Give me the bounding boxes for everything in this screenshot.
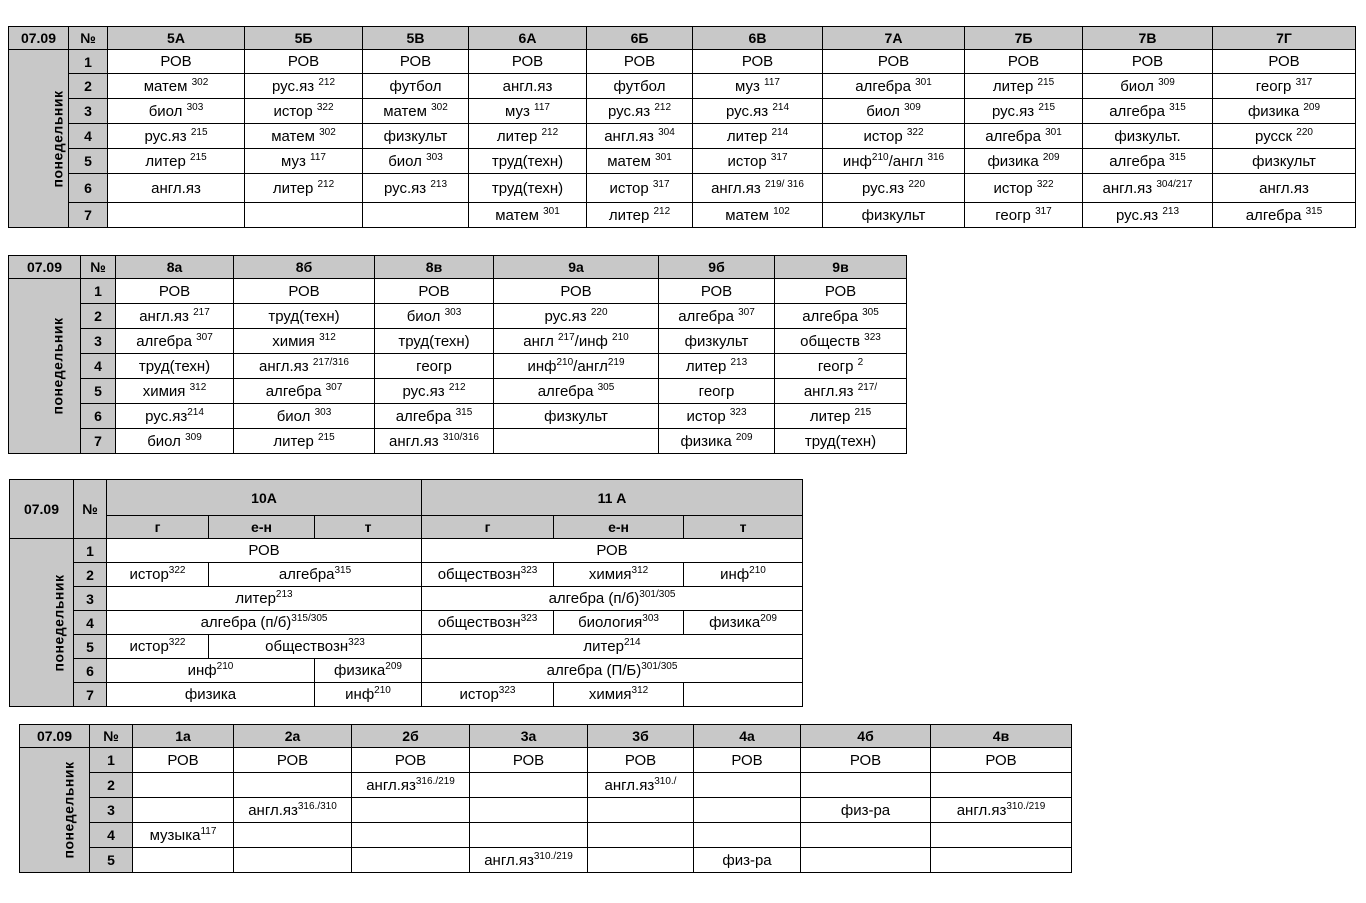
lesson-number: 6 (81, 404, 116, 429)
lesson-cell: алгебра $^{307}$ (116, 329, 234, 354)
lesson-cell: алгебра $^{307}$ (659, 304, 775, 329)
lesson-cell: алгебра $^{305}$ (775, 304, 907, 329)
lesson-cell: физ-ра (801, 798, 931, 823)
lesson-cell: физика$^{209}$ (684, 611, 803, 635)
lesson-cell (108, 203, 245, 228)
lesson-cell (694, 798, 801, 823)
lesson-cell: РОВ (352, 748, 470, 773)
lesson-cell: алгебра $^{315}$ (1083, 99, 1213, 124)
class-header: 7В (1083, 27, 1213, 50)
lesson-cell (234, 773, 352, 798)
lesson-number: 6 (74, 659, 107, 683)
lesson-cell: алгебра $^{315}$ (375, 404, 494, 429)
date-header: 07.09 (9, 27, 69, 50)
lesson-number: 4 (69, 124, 108, 149)
lesson-cell: англ.яз $^{310/316}$ (375, 429, 494, 454)
lesson-cell (352, 823, 470, 848)
lesson-number: 2 (81, 304, 116, 329)
lesson-number: 4 (90, 823, 133, 848)
lesson-cell: литер $^{213}$ (659, 354, 775, 379)
number-header: № (74, 480, 107, 539)
lesson-cell: $англ.яз^{316./219}$ (352, 773, 470, 798)
lesson-number: 6 (69, 174, 108, 203)
class-header: 7Г (1213, 27, 1356, 50)
class-header: 9б (659, 256, 775, 279)
class-header: 8а (116, 256, 234, 279)
lesson-cell (931, 823, 1072, 848)
lesson-cell: геогр $^{317}$ (1213, 74, 1356, 99)
lesson-cell: англ.яз $^{217/}$ (775, 379, 907, 404)
lesson-cell (588, 823, 694, 848)
lesson-number: 2 (74, 563, 107, 587)
lesson-cell: матем $^{301}$ (587, 149, 693, 174)
lesson-cell: рус.яз $^{215}$ (965, 99, 1083, 124)
lesson-cell (684, 683, 803, 707)
lesson-cell: физкульт (494, 404, 659, 429)
lesson-number: 5 (90, 848, 133, 873)
lesson-cell: РОВ (133, 748, 234, 773)
profile-header: г (107, 516, 209, 539)
schedule-table-grades-5-7 (8, 26, 1356, 228)
lesson-cell: англ.яз $^{304/217}$ (1083, 174, 1213, 203)
class-header: 3а (470, 725, 588, 748)
lesson-cell: англ.яз $^{217/316}$ (234, 354, 375, 379)
lesson-cell: англ.яз $^{217}$ (116, 304, 234, 329)
number-header: № (81, 256, 116, 279)
lesson-cell: РОВ (587, 50, 693, 74)
lesson-cell: РОВ (588, 748, 694, 773)
lesson-cell: $англ.яз^{310./219}$ (470, 848, 588, 873)
lesson-cell: физ-ра (694, 848, 801, 873)
class-header: 2б (352, 725, 470, 748)
lesson-cell: рус.яз $^{212}$ (245, 74, 363, 99)
lesson-cell: истор $^{322}$ (965, 174, 1083, 203)
lesson-cell: физика $^{209}$ (659, 429, 775, 454)
class-header: 6А (469, 27, 587, 50)
lesson-cell (470, 823, 588, 848)
lesson-cell: физкульт (363, 124, 469, 149)
lesson-cell: РОВ (245, 50, 363, 74)
lesson-cell: $англ.яз^{310./219}$ (931, 798, 1072, 823)
lesson-cell: англ.яз (108, 174, 245, 203)
lesson-cell (494, 429, 659, 454)
lesson-cell (801, 823, 931, 848)
lesson-cell: физкульт (659, 329, 775, 354)
weekday-label: понедельник (9, 50, 69, 228)
lesson-cell: обществозн$^{323}$ (209, 635, 422, 659)
profile-header: е-н (554, 516, 684, 539)
date-header: 07.09 (10, 480, 74, 539)
lesson-cell (588, 848, 694, 873)
lesson-cell: рус.яз $^{220}$ (823, 174, 965, 203)
lesson-cell: химия$^{312}$ (554, 683, 684, 707)
profile-header: т (315, 516, 422, 539)
lesson-cell: $англ.яз^{310./}$ (588, 773, 694, 798)
class-header: 6Б (587, 27, 693, 50)
lesson-cell: англ.яз $^{219/ 316}$ (693, 174, 823, 203)
lesson-cell: рус.яз $^{220}$ (494, 304, 659, 329)
lesson-cell: алгебра $(п/б)^{315/305}$ (107, 611, 422, 635)
lesson-cell: РОВ (234, 748, 352, 773)
lesson-cell: алгебра $(П/Б)^{301/305}$ (422, 659, 803, 683)
lesson-cell: англ.яз (469, 74, 587, 99)
lesson-cell: РОВ (116, 279, 234, 304)
lesson-cell: труд(техн) (234, 304, 375, 329)
lesson-cell (588, 798, 694, 823)
lesson-cell: литер $^{214}$ (693, 124, 823, 149)
lesson-cell: РОВ (107, 539, 422, 563)
lesson-cell: инф$^{210}$ (107, 659, 315, 683)
lesson-cell: алгебра $^{315}$ (1213, 203, 1356, 228)
lesson-cell: матем $^{302}$ (245, 124, 363, 149)
lesson-cell: футбол (587, 74, 693, 99)
lesson-number: 1 (81, 279, 116, 304)
class-header: 5Б (245, 27, 363, 50)
lesson-cell (931, 773, 1072, 798)
weekday-label: понедельник (10, 539, 74, 707)
lesson-cell: РОВ (375, 279, 494, 304)
lesson-cell: РОВ (659, 279, 775, 304)
lesson-cell: истор $^{322}$ (245, 99, 363, 124)
lesson-cell: химия $^{312}$ (234, 329, 375, 354)
lesson-cell: труд(техн) (116, 354, 234, 379)
lesson-cell: физика (107, 683, 315, 707)
lesson-cell: геогр $^{317}$ (965, 203, 1083, 228)
lesson-cell: рус.яз $^{215}$ (108, 124, 245, 149)
lesson-cell: РОВ (470, 748, 588, 773)
lesson-cell: РОВ (494, 279, 659, 304)
lesson-number: 2 (90, 773, 133, 798)
class-header: 3б (588, 725, 694, 748)
lesson-number: 4 (74, 611, 107, 635)
lesson-cell: биол $^{303}$ (234, 404, 375, 429)
lesson-cell: физика$^{209}$ (315, 659, 422, 683)
lesson-cell: физика $^{209}$ (1213, 99, 1356, 124)
lesson-cell: музыка$^{117}$ (133, 823, 234, 848)
profile-header: г (422, 516, 554, 539)
lesson-number: 5 (74, 635, 107, 659)
class-header: 6В (693, 27, 823, 50)
lesson-cell (133, 773, 234, 798)
class-header: 1а (133, 725, 234, 748)
lesson-cell: инф$^{210}$ (315, 683, 422, 707)
lesson-cell: РОВ (363, 50, 469, 74)
lesson-cell: футбол (363, 74, 469, 99)
class-header-10a: 10А (107, 480, 422, 516)
lesson-cell: РОВ (234, 279, 375, 304)
lesson-cell (245, 203, 363, 228)
lesson-number: 5 (81, 379, 116, 404)
lesson-cell: истор $^{323}$ (659, 404, 775, 429)
lesson-cell: геогр (375, 354, 494, 379)
class-header: 8в (375, 256, 494, 279)
lesson-cell: РОВ (469, 50, 587, 74)
lesson-cell: англ $^{217}$/инф $^{210}$ (494, 329, 659, 354)
class-header: 4а (694, 725, 801, 748)
lesson-cell: физика $^{209}$ (965, 149, 1083, 174)
schedule-table-grades-8-9 (8, 255, 907, 454)
lesson-cell (470, 798, 588, 823)
lesson-number: 4 (81, 354, 116, 379)
lesson-cell (133, 798, 234, 823)
lesson-cell: рус.яз $^{213}$ (1083, 203, 1213, 228)
lesson-cell: алгебра $^{305}$ (494, 379, 659, 404)
lesson-cell: литер $^{215}$ (234, 429, 375, 454)
weekday-label: понедельник (9, 279, 81, 454)
lesson-cell: рус.яз $^{213}$ (363, 174, 469, 203)
class-header-11a: 11 А (422, 480, 803, 516)
lesson-cell (234, 823, 352, 848)
lesson-cell (801, 773, 931, 798)
lesson-number: 5 (69, 149, 108, 174)
lesson-cell: истор $^{317}$ (587, 174, 693, 203)
lesson-cell: труд(техн) (469, 149, 587, 174)
lesson-cell: литер$^{214}$ (422, 635, 803, 659)
lesson-cell: $рус.яз^{214}$ (116, 404, 234, 429)
class-header: 9а (494, 256, 659, 279)
lesson-cell: РОВ (775, 279, 907, 304)
lesson-number: 3 (74, 587, 107, 611)
class-header: 8б (234, 256, 375, 279)
lesson-number: 3 (69, 99, 108, 124)
lesson-cell: русск $^{220}$ (1213, 124, 1356, 149)
class-header: 5А (108, 27, 245, 50)
lesson-cell: рус.яз $^{214}$ (693, 99, 823, 124)
date-header: 07.09 (9, 256, 81, 279)
lesson-cell: РОВ (693, 50, 823, 74)
lesson-cell (694, 773, 801, 798)
lesson-cell: РОВ (1083, 50, 1213, 74)
lesson-cell: литер $^{212}$ (469, 124, 587, 149)
lesson-cell: физкульт (823, 203, 965, 228)
lesson-cell: геогр $^2$ (775, 354, 907, 379)
lesson-cell: $англ.яз^{316./310}$ (234, 798, 352, 823)
schedule-table-grades-1-4 (19, 724, 1072, 873)
lesson-cell: алгебра $^{315}$ (1083, 149, 1213, 174)
lesson-cell: алгебра$^{315}$ (209, 563, 422, 587)
lesson-cell: инф$^{210}$ (684, 563, 803, 587)
lesson-cell: алгебра $^{301}$ (823, 74, 965, 99)
class-header: 5В (363, 27, 469, 50)
lesson-cell: матем $^{302}$ (108, 74, 245, 99)
lesson-cell: химия$^{312}$ (554, 563, 684, 587)
lesson-cell: истор$^{322}$ (107, 563, 209, 587)
weekday-label: понедельник (20, 748, 90, 873)
lesson-cell: обществозн$^{323}$ (422, 563, 554, 587)
lesson-cell: муз $^{117}$ (245, 149, 363, 174)
lesson-cell: физкульт. (1083, 124, 1213, 149)
number-header: № (69, 27, 108, 50)
lesson-cell: матем $^{102}$ (693, 203, 823, 228)
class-header: 2а (234, 725, 352, 748)
lesson-number: 1 (69, 50, 108, 74)
lesson-cell: алгебра $^{301}$ (965, 124, 1083, 149)
lesson-cell: геогр (659, 379, 775, 404)
lesson-number: 7 (69, 203, 108, 228)
lesson-cell: англ.яз (1213, 174, 1356, 203)
lesson-cell: истор $^{322}$ (823, 124, 965, 149)
lesson-cell: физкульт (1213, 149, 1356, 174)
number-header: № (90, 725, 133, 748)
lesson-cell: биол $^{309}$ (116, 429, 234, 454)
lesson-cell (352, 798, 470, 823)
lesson-cell: биол $^{303}$ (375, 304, 494, 329)
lesson-number: 2 (69, 74, 108, 99)
lesson-number: 1 (90, 748, 133, 773)
lesson-cell: РОВ (694, 748, 801, 773)
lesson-cell: литер $^{215}$ (775, 404, 907, 429)
lesson-cell (234, 848, 352, 873)
profile-header: е-н (209, 516, 315, 539)
class-header: 7Б (965, 27, 1083, 50)
lesson-cell: биол $^{303}$ (108, 99, 245, 124)
lesson-number: 3 (90, 798, 133, 823)
lesson-cell: химия $^{312}$ (116, 379, 234, 404)
lesson-cell: рус.яз $^{212}$ (375, 379, 494, 404)
lesson-cell: РОВ (801, 748, 931, 773)
profile-header: т (684, 516, 803, 539)
lesson-cell: литер $^{215}$ (965, 74, 1083, 99)
lesson-cell: РОВ (422, 539, 803, 563)
lesson-number: 7 (74, 683, 107, 707)
class-header: 7А (823, 27, 965, 50)
lesson-cell: рус.яз $^{212}$ (587, 99, 693, 124)
lesson-cell: муз $^{117}$ (693, 74, 823, 99)
lesson-cell (801, 848, 931, 873)
lesson-cell: обществозн$^{323}$ (422, 611, 554, 635)
lesson-cell: алгебра $^{307}$ (234, 379, 375, 404)
lesson-cell: труд(техн) (775, 429, 907, 454)
lesson-cell (931, 848, 1072, 873)
lesson-cell: РОВ (823, 50, 965, 74)
lesson-cell: матем $^{302}$ (363, 99, 469, 124)
lesson-number: 7 (81, 429, 116, 454)
lesson-cell: матем $^{301}$ (469, 203, 587, 228)
class-header: 4в (931, 725, 1072, 748)
lesson-cell: биол $^{303}$ (363, 149, 469, 174)
lesson-cell: труд(техн) (375, 329, 494, 354)
lesson-cell: алгебра $(п/б)^{301/305}$ (422, 587, 803, 611)
lesson-cell: биология$^{303}$ (554, 611, 684, 635)
lesson-cell: РОВ (1213, 50, 1356, 74)
class-header: 9в (775, 256, 907, 279)
lesson-cell: литер$^{213}$ (107, 587, 422, 611)
lesson-cell: РОВ (965, 50, 1083, 74)
lesson-cell: истор $^{317}$ (693, 149, 823, 174)
lesson-cell (352, 848, 470, 873)
lesson-cell (694, 823, 801, 848)
lesson-cell: труд(техн) (469, 174, 587, 203)
lesson-cell (470, 773, 588, 798)
lesson-cell: истор$^{322}$ (107, 635, 209, 659)
lesson-cell: литер $^{212}$ (587, 203, 693, 228)
lesson-cell: муз $^{117}$ (469, 99, 587, 124)
schedule-table-grades-10-11 (9, 479, 803, 707)
lesson-cell: обществ $^{323}$ (775, 329, 907, 354)
lesson-cell (133, 848, 234, 873)
lesson-cell: РОВ (108, 50, 245, 74)
lesson-cell: инф$^{210}$/англ$^{219}$ (494, 354, 659, 379)
lesson-cell: биол $^{309}$ (823, 99, 965, 124)
lesson-cell (363, 203, 469, 228)
lesson-cell: истор$^{323}$ (422, 683, 554, 707)
lesson-cell: РОВ (931, 748, 1072, 773)
lesson-cell: литер $^{212}$ (245, 174, 363, 203)
lesson-cell: литер $^{215}$ (108, 149, 245, 174)
lesson-cell: инф$^{210}$/англ $^{316}$ (823, 149, 965, 174)
lesson-number: 3 (81, 329, 116, 354)
lesson-number: 1 (74, 539, 107, 563)
lesson-cell: англ.яз $^{304}$ (587, 124, 693, 149)
lesson-cell: биол $^{309}$ (1083, 74, 1213, 99)
date-header: 07.09 (20, 725, 90, 748)
class-header: 4б (801, 725, 931, 748)
